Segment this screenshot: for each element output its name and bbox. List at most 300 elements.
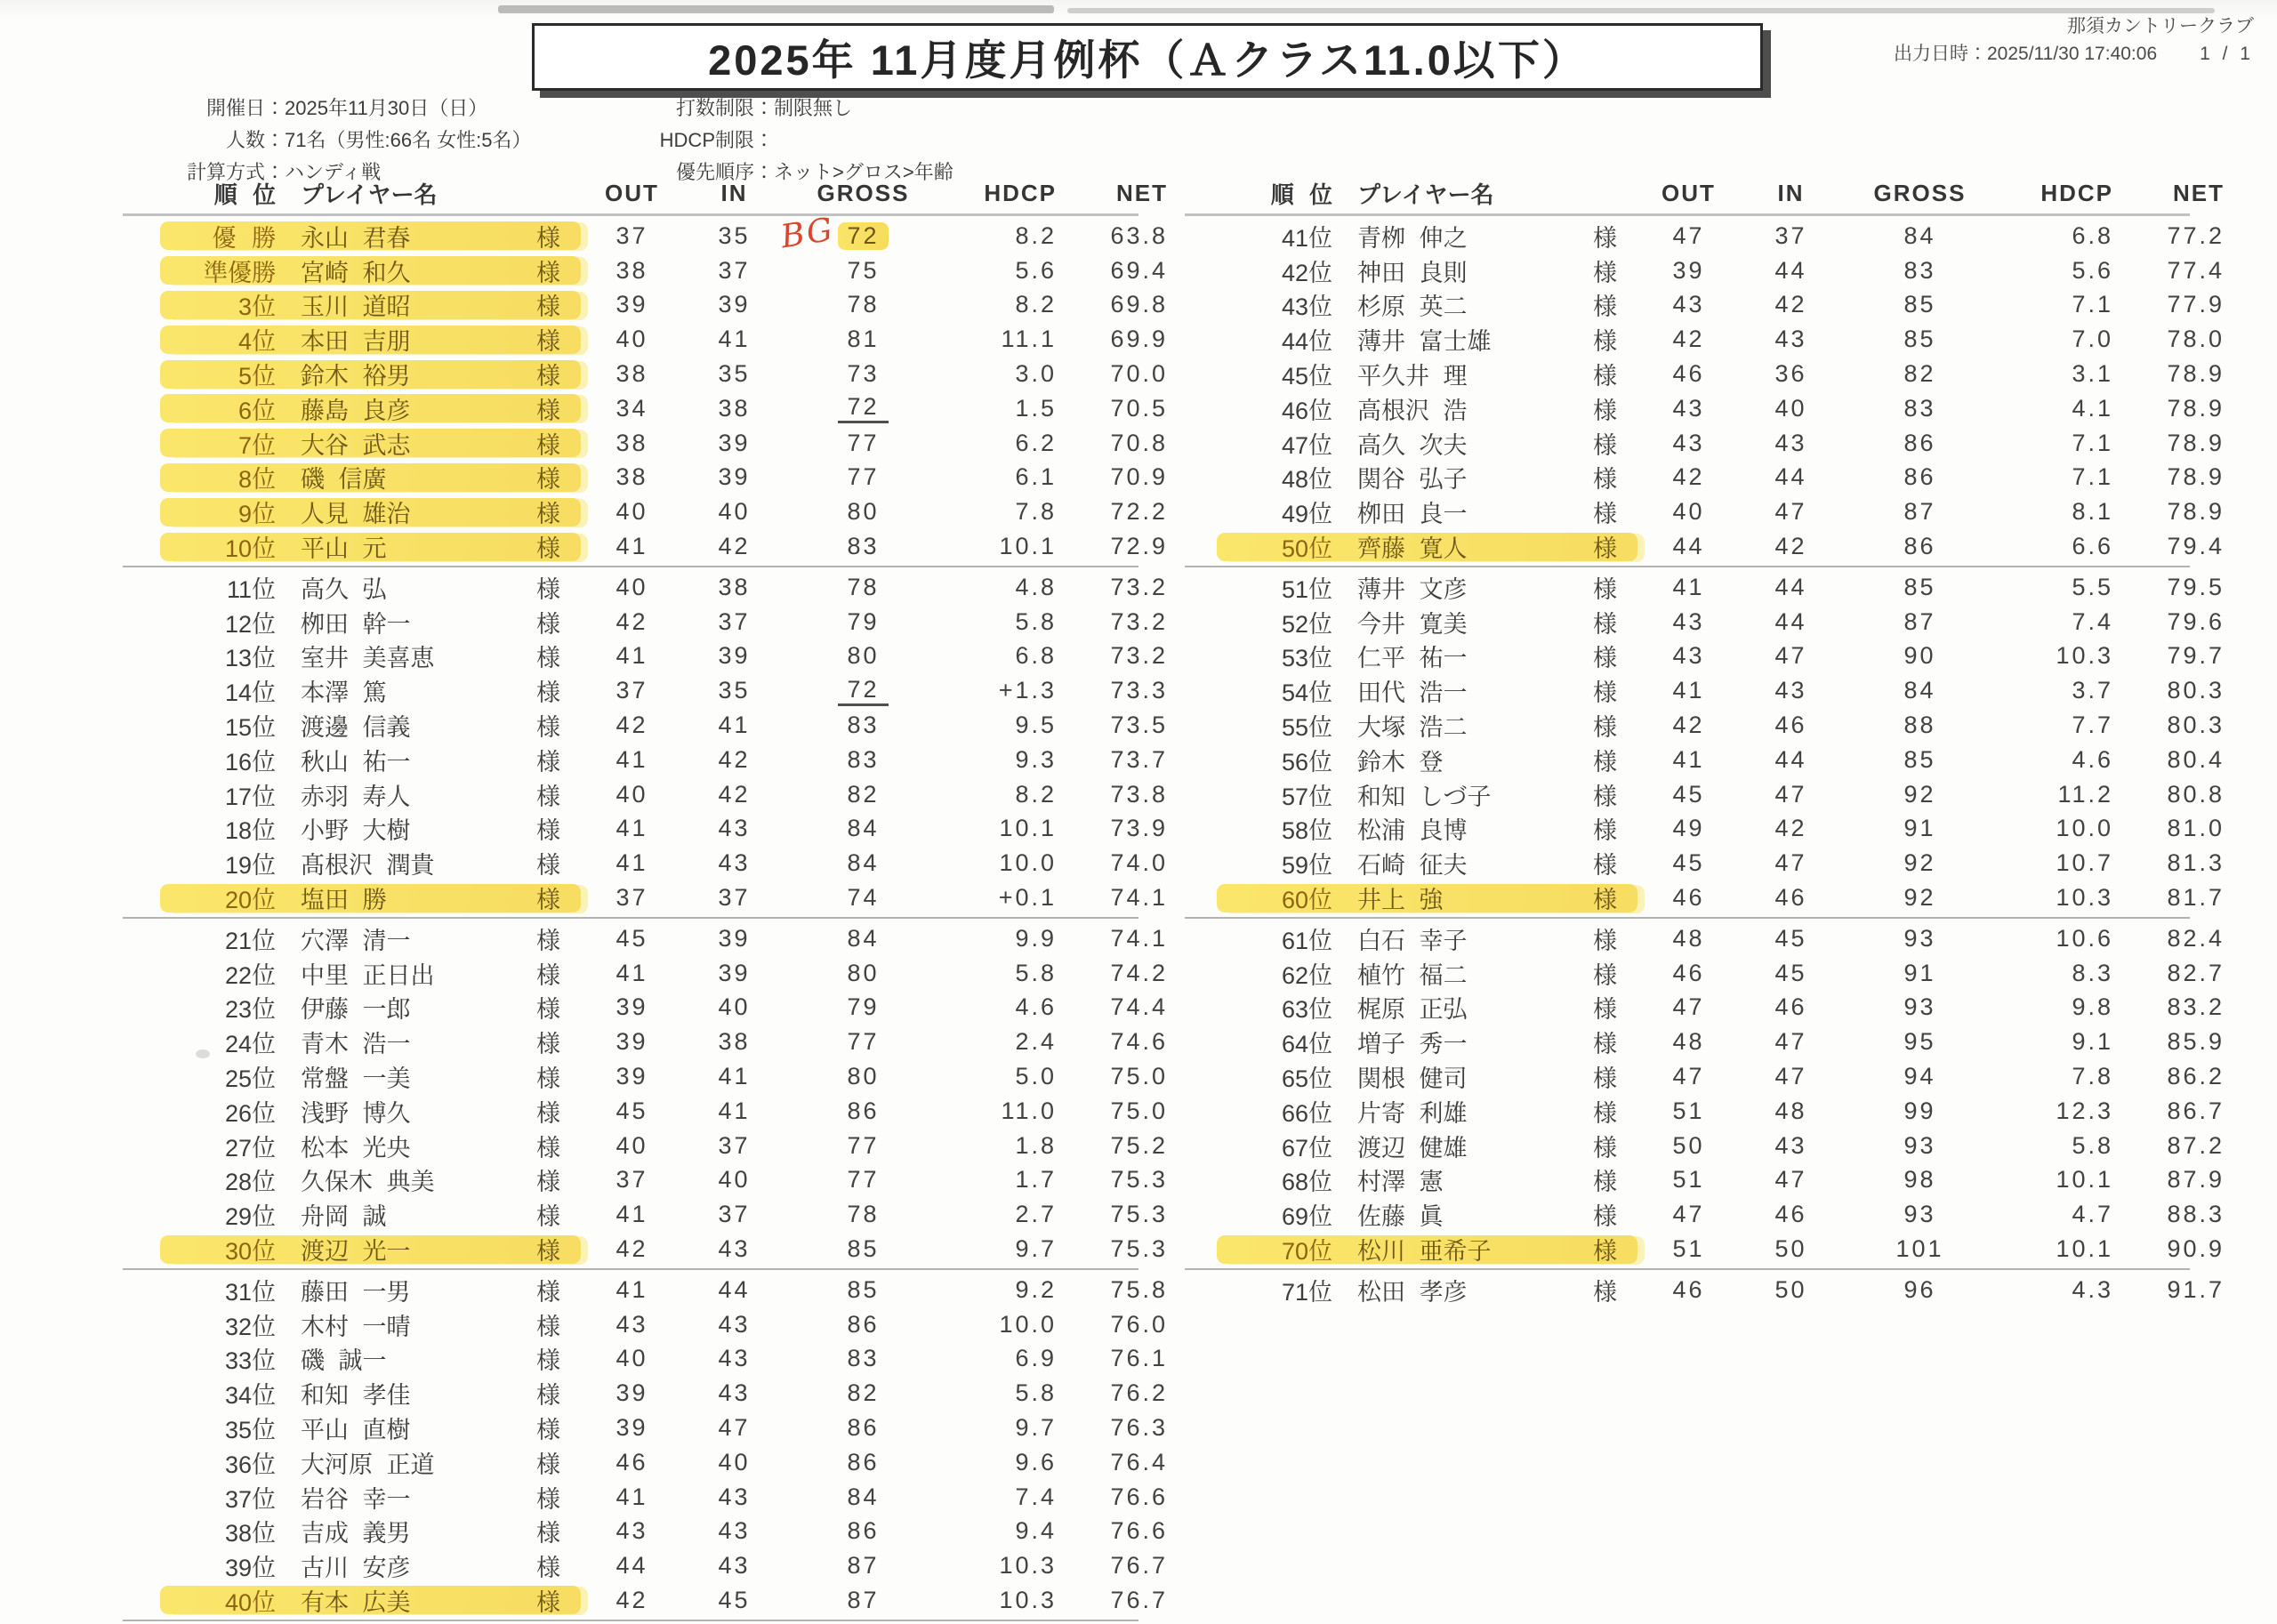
- honorific-cell: 様: [1593, 1203, 1617, 1231]
- out-score-cell: 41: [616, 745, 648, 773]
- out-score-cell: 43: [616, 1517, 648, 1545]
- net-score-cell: 81.0: [2167, 815, 2225, 842]
- hdcp-cell: 5.0: [1015, 1063, 1057, 1090]
- gross-score-cell: [785, 1379, 941, 1407]
- hdcp-cell: 12.3: [2056, 1097, 2113, 1124]
- gross-score-cell: [1842, 430, 1998, 457]
- net-score-cell: 87.9: [2167, 1166, 2225, 1194]
- in-score-cell: 47: [1774, 1063, 1807, 1090]
- rank-cell: 70位: [1281, 1238, 1332, 1265]
- hdcp-cell: 4.8: [1015, 573, 1057, 600]
- honorific-cell: 様: [536, 293, 560, 321]
- highlighted-player-cells: [160, 394, 581, 422]
- player-cells: [160, 1448, 581, 1476]
- in-score-cell: 43: [718, 1345, 751, 1372]
- in-score-cell: 35: [718, 221, 751, 249]
- net-score-cell: 73.8: [1110, 780, 1168, 808]
- honorific-cell: 様: [1593, 1031, 1617, 1058]
- out-score-cell: 43: [1672, 429, 1705, 456]
- player-cells: [160, 745, 581, 774]
- honorific-cell: 様: [536, 748, 560, 776]
- hdcp-cell: 6.2: [1015, 429, 1057, 456]
- player-name-cell: 白石 幸子: [1357, 927, 1468, 954]
- rank-cell: 32位: [224, 1313, 276, 1340]
- gross-score-cell: [1842, 1063, 1998, 1090]
- gross-value: 85: [1903, 326, 1936, 353]
- gross-value: 92: [1903, 849, 1936, 877]
- gross-value: 82: [847, 780, 880, 808]
- player-name-cell: 磯 誠一: [301, 1347, 387, 1375]
- out-score-cell: 51: [1672, 1166, 1705, 1194]
- gross-score-cell: [785, 1517, 941, 1545]
- rank-cell: 44位: [1281, 328, 1332, 356]
- table-row: [1217, 846, 2225, 880]
- player-name-cell: 高久 弘: [301, 575, 387, 603]
- gross-score-cell: [785, 960, 941, 987]
- net-score-cell: 78.9: [2167, 498, 2225, 526]
- rank-cell: 39位: [224, 1555, 276, 1582]
- net-score-cell: 81.7: [2167, 884, 2225, 912]
- table-row: [1217, 253, 2225, 288]
- in-score-cell: 43: [718, 1310, 751, 1338]
- gross-score-cell: [1842, 1276, 1998, 1304]
- rank-cell: 21位: [224, 927, 276, 954]
- net-score-cell: 88.3: [2167, 1201, 2225, 1228]
- player-cells: [1217, 1028, 1637, 1057]
- hdcp-cell: 8.3: [2072, 959, 2113, 986]
- player-name-cell: 伊藤 一郎: [301, 996, 411, 1024]
- highlighted-player-cells: [160, 291, 581, 319]
- out-score-cell: 47: [1672, 221, 1705, 249]
- gross-value: 72 BG: [838, 222, 888, 250]
- honorific-cell: 様: [1593, 1278, 1617, 1306]
- net-score-cell: 72.2: [1110, 498, 1168, 526]
- net-score-cell: 75.3: [1110, 1235, 1168, 1262]
- rank-cell: 8位: [237, 466, 276, 494]
- hdcp-cell: 8.2: [1015, 291, 1057, 318]
- net-score-cell: 76.0: [1110, 1310, 1168, 1338]
- in-score-cell: 43: [718, 1483, 751, 1510]
- in-score-cell: 46: [1774, 712, 1807, 739]
- rank-cell: 51位: [1281, 575, 1332, 603]
- table-row: [1217, 1129, 2225, 1163]
- net-score-cell: 90.9: [2167, 1235, 2225, 1262]
- out-score-cell: 34: [616, 394, 648, 422]
- player-name-cell: 髙根沢 潤貴: [301, 852, 435, 880]
- player-name-cell: 穴澤 清一: [301, 927, 411, 954]
- rank-cell: 36位: [224, 1451, 276, 1478]
- player-cells: [1217, 993, 1637, 1022]
- table-row: [160, 639, 1168, 674]
- player-name-cell: 人見 雄治: [301, 501, 411, 528]
- hdcp-cell: 10.3: [2056, 642, 2113, 670]
- hdcp-cell: 5.8: [1015, 607, 1057, 635]
- rank-cell: 65位: [1281, 1065, 1332, 1093]
- gross-value: 85: [1903, 573, 1936, 600]
- table-row: [1217, 639, 2225, 674]
- in-score-cell: 39: [718, 291, 751, 318]
- rank-cell: 34位: [224, 1382, 276, 1410]
- honorific-cell: 様: [1593, 1169, 1617, 1196]
- rank-cell: 33位: [224, 1347, 276, 1375]
- group-divider: [123, 1620, 1138, 1621]
- rank-cell: 11位: [226, 575, 276, 603]
- in-score-cell: 37: [718, 256, 751, 284]
- net-score-cell: 78.9: [2167, 463, 2225, 491]
- player-name-cell: 片寄 利雄: [1357, 1099, 1468, 1127]
- hdcp-cell: 9.7: [1015, 1235, 1057, 1262]
- honorific-cell: 様: [536, 363, 560, 390]
- gross-score-cell: [1842, 1201, 1998, 1228]
- rank-cell: 26位: [224, 1099, 276, 1127]
- in-score-cell: 38: [718, 394, 751, 422]
- net-score-cell: 75.3: [1110, 1166, 1168, 1194]
- highlighted-player-cells: [160, 256, 581, 285]
- player-name-cell: 吉成 義男: [301, 1520, 411, 1548]
- highlighted-player-cells: [1217, 1235, 1637, 1264]
- player-cells: [160, 642, 581, 671]
- table-row: [160, 253, 1168, 288]
- gross-score-cell: [778, 211, 941, 256]
- player-name-cell: 藤田 一男: [301, 1278, 411, 1306]
- rank-cell: 23位: [224, 996, 276, 1024]
- out-score-cell: 40: [616, 573, 648, 600]
- rank-cell: 6位: [237, 397, 276, 424]
- gross-score-cell: [785, 430, 941, 457]
- player-cells: [160, 607, 581, 636]
- gross-value: 78: [847, 573, 880, 600]
- table-row: [160, 1129, 1168, 1163]
- player-name-cell: 村澤 憲: [1357, 1169, 1444, 1196]
- out-score-cell: 47: [1672, 1063, 1705, 1090]
- net-score-cell: 82.7: [2167, 959, 2225, 986]
- table-row: [1217, 1094, 2225, 1129]
- player-cells: [1217, 745, 1637, 774]
- rank-cell: 18位: [224, 817, 276, 845]
- out-score-cell: 42: [1672, 463, 1705, 491]
- hdcp-cell: 4.1: [2072, 394, 2113, 422]
- out-score-cell: 46: [616, 1448, 648, 1475]
- group-divider: [123, 566, 1138, 567]
- honorific-cell: 様: [1593, 714, 1617, 742]
- in-score-cell: 43: [718, 849, 751, 877]
- player-cells: [1217, 815, 1637, 843]
- table-row: [160, 743, 1168, 777]
- gross-score-cell: [785, 849, 941, 877]
- table-row: [160, 288, 1168, 323]
- net-score-cell: 78.0: [2167, 326, 2225, 353]
- table-row: [160, 812, 1168, 847]
- net-score-cell: 73.2: [1110, 642, 1168, 670]
- hdcp-cell: 5.8: [1015, 1379, 1057, 1407]
- hdcp-cell: 11.0: [1001, 1097, 1057, 1124]
- net-score-cell: 70.9: [1110, 463, 1168, 491]
- net-score-cell: 80.3: [2167, 677, 2225, 704]
- honorific-cell: 様: [536, 817, 560, 845]
- table-row: [1217, 357, 2225, 391]
- rank-cell: 62位: [1281, 961, 1332, 989]
- hdcp-cell: 7.4: [2072, 607, 2113, 635]
- rank-cell: 22位: [224, 961, 276, 989]
- hdcp-cell: 4.6: [2072, 745, 2113, 773]
- gross-value: 84: [847, 924, 880, 952]
- player-cells: [1217, 959, 1637, 987]
- gross-score-cell: [1842, 533, 1998, 560]
- honorific-cell: 様: [1593, 927, 1617, 954]
- gross-score-cell: [1842, 395, 1998, 422]
- in-score-cell: 35: [718, 677, 751, 704]
- player-name-cell: 本澤 篤: [301, 679, 387, 707]
- highlighted-player-cells: [160, 360, 581, 389]
- player-cells: [160, 1028, 581, 1057]
- table-row: [160, 956, 1168, 991]
- in-score-cell: 35: [718, 360, 751, 388]
- gross-score-cell: [785, 1201, 941, 1228]
- player-name-cell: 栁田 幹一: [301, 610, 411, 638]
- gross-value: 79: [847, 607, 880, 635]
- player-cells: [160, 1275, 581, 1304]
- in-score-cell: 45: [1774, 924, 1807, 952]
- rank-cell: 17位: [224, 783, 276, 810]
- hdcp-cell: 2.4: [1015, 1028, 1057, 1056]
- out-score-cell: 47: [1672, 993, 1705, 1021]
- honorific-cell: 様: [536, 1099, 560, 1127]
- player-name-cell: 大河原 正道: [301, 1451, 435, 1478]
- hdcp-cell: 6.6: [2072, 533, 2113, 560]
- player-cells: [160, 712, 581, 740]
- honorific-cell: 様: [536, 1588, 560, 1616]
- out-score-cell: 37: [616, 884, 648, 912]
- rank-cell: 48位: [1281, 466, 1332, 494]
- player-name-cell: 塩田 勝: [301, 887, 387, 914]
- honorific-cell: 様: [1593, 1238, 1617, 1265]
- net-score-cell: 72.9: [1110, 533, 1168, 560]
- gross-score-cell: [1842, 291, 1998, 318]
- player-cells: [160, 1413, 581, 1442]
- in-score-cell: 47: [1774, 780, 1807, 808]
- in-score-cell: 47: [1774, 1166, 1807, 1194]
- net-column-header: NET: [1116, 179, 1168, 206]
- hdcp-cell: 7.8: [2072, 1063, 2113, 1090]
- out-score-cell: 39: [616, 1413, 648, 1441]
- in-score-cell: 43: [718, 1517, 751, 1545]
- gross-score-cell: [785, 815, 941, 842]
- net-score-cell: 87.2: [2167, 1131, 2225, 1159]
- out-score-cell: 38: [616, 256, 648, 284]
- player-cells: [1217, 429, 1637, 457]
- rank-cell: 27位: [224, 1134, 276, 1162]
- player-name-cell: 有本 広美: [301, 1588, 411, 1616]
- gross-value: 78: [847, 291, 880, 318]
- table-row: [160, 391, 1168, 426]
- table-row: [160, 529, 1168, 564]
- player-name-cell: 磯 信廣: [301, 466, 387, 494]
- table-row: [1217, 1273, 2225, 1307]
- player-cells: [1217, 1063, 1637, 1091]
- gross-score-cell: [785, 393, 941, 423]
- gross-value: 92: [1903, 884, 1936, 912]
- hdcp-cell: 10.1: [2056, 1235, 2113, 1262]
- table-row: [1217, 1059, 2225, 1094]
- honorific-cell: 様: [536, 645, 560, 672]
- honorific-cell: 様: [536, 1313, 560, 1340]
- hdcp-cell: 9.8: [2072, 993, 2113, 1021]
- in-score-cell: 40: [1774, 394, 1807, 422]
- highlighted-player-cells: [160, 1586, 581, 1614]
- table-row: [1217, 494, 2225, 529]
- out-score-cell: 45: [1672, 780, 1705, 808]
- net-score-cell: 83.2: [2167, 993, 2225, 1021]
- hdcp-cell: 5.8: [2072, 1131, 2113, 1159]
- honorific-cell: 様: [536, 1278, 560, 1306]
- player-name-cell: 植竹 福二: [1357, 961, 1468, 989]
- in-score-cell: 42: [1774, 533, 1807, 560]
- gross-value: 86: [847, 1413, 880, 1441]
- out-score-cell: 40: [616, 498, 648, 526]
- hdcp-cell: 1.8: [1015, 1131, 1057, 1159]
- rank-cell: 13位: [224, 645, 276, 672]
- player-name-cell: 松田 孝彦: [1357, 1278, 1468, 1306]
- rank-cell: 29位: [224, 1203, 276, 1231]
- info-value: ネット>グロス>年齢: [774, 161, 953, 183]
- rank-cell: 38位: [224, 1520, 276, 1548]
- rank-cell: 16位: [224, 748, 276, 776]
- rank-cell: 24位: [224, 1031, 276, 1058]
- gross-score-cell: [785, 1063, 941, 1090]
- player-cells: [1217, 849, 1637, 878]
- table-row: [1217, 426, 2225, 461]
- in-score-cell: 47: [1774, 498, 1807, 526]
- out-score-cell: 42: [1672, 326, 1705, 353]
- player-cells: [160, 573, 581, 601]
- honorific-cell: 様: [536, 224, 560, 252]
- rank-cell: 12位: [224, 610, 276, 638]
- gross-score-cell: [785, 1449, 941, 1476]
- net-score-cell: 79.7: [2167, 642, 2225, 670]
- gross-score-cell: [785, 1552, 941, 1580]
- net-score-cell: 76.3: [1110, 1413, 1168, 1441]
- print-meta: [1894, 12, 2254, 68]
- in-score-cell: 44: [1774, 607, 1807, 635]
- hdcp-cell: 4.3: [2072, 1275, 2113, 1303]
- player-name-cell: 増子 秀一: [1357, 1031, 1468, 1058]
- honorific-cell: 様: [1593, 293, 1617, 321]
- highlighted-player-cells: [1217, 533, 1637, 561]
- gross-value: 93: [1903, 1201, 1936, 1228]
- player-name-cell: 和知 孝佳: [301, 1382, 411, 1410]
- gross-value: 99: [1903, 1097, 1936, 1124]
- in-score-cell: 46: [1774, 884, 1807, 912]
- net-score-cell: 86.7: [2167, 1097, 2225, 1124]
- out-score-cell: 45: [616, 924, 648, 952]
- hdcp-cell: 10.1: [2056, 1166, 2113, 1194]
- gross-value: 87: [1903, 498, 1936, 526]
- table-row: [160, 1232, 1168, 1266]
- honorific-cell: 様: [536, 1134, 560, 1162]
- out-score-cell: 51: [1672, 1097, 1705, 1124]
- gross-value: 72: [838, 676, 888, 706]
- honorific-cell: 様: [536, 1555, 560, 1582]
- rank-cell: 47位: [1281, 431, 1332, 459]
- gross-score-cell: [1842, 222, 1998, 250]
- player-name-cell: 渡邊 信義: [301, 714, 411, 742]
- gross-value: 84: [1903, 677, 1936, 704]
- hdcp-cell: 7.1: [2072, 291, 2113, 318]
- info-label: 計算方式：: [186, 161, 285, 183]
- gross-score-cell: [785, 1166, 941, 1194]
- in-score-cell: 48: [1774, 1097, 1807, 1124]
- net-score-cell: 63.8: [1110, 221, 1168, 249]
- net-score-cell: 73.3: [1110, 677, 1168, 704]
- rank-cell: 50位: [1281, 535, 1332, 563]
- table-row: [160, 1163, 1168, 1198]
- player-name-cell: 玉川 道昭: [301, 293, 411, 321]
- net-score-cell: 74.4: [1110, 993, 1168, 1021]
- gross-score-cell: [785, 925, 941, 953]
- player-name-cell: 鈴木 裕男: [301, 363, 411, 390]
- in-score-cell: 45: [718, 1586, 751, 1613]
- in-score-cell: 38: [718, 1028, 751, 1056]
- gross-score-cell: [785, 1028, 941, 1056]
- gross-value: 77: [847, 429, 880, 456]
- table-row: [160, 1548, 1168, 1583]
- player-cells: [160, 1063, 581, 1091]
- rank-cell: 53位: [1281, 645, 1332, 672]
- gross-value: 86: [847, 1097, 880, 1124]
- player-cells: [1217, 360, 1637, 389]
- gross-value: 77: [847, 1131, 880, 1159]
- table-row: [160, 1059, 1168, 1094]
- net-score-cell: 91.7: [2167, 1275, 2225, 1303]
- player-name-cell: 藤島 良彦: [301, 397, 411, 424]
- honorific-cell: 様: [536, 1031, 560, 1058]
- player-name-cell: 仁平 祐一: [1357, 645, 1468, 672]
- table-row: [160, 426, 1168, 461]
- gross-score-cell: [785, 1587, 941, 1614]
- in-score-cell: 47: [1774, 849, 1807, 877]
- player-cells: [1217, 924, 1637, 953]
- hdcp-column-header: HDCP: [984, 179, 1057, 206]
- player-cells: [1217, 221, 1637, 250]
- out-score-cell: 39: [616, 1379, 648, 1407]
- hdcp-cell: +0.1: [998, 884, 1057, 912]
- out-score-cell: 41: [616, 849, 648, 877]
- gross-score-cell: [1842, 463, 1998, 491]
- in-score-cell: 43: [718, 1235, 751, 1262]
- hdcp-cell: 5.6: [2072, 256, 2113, 284]
- player-cells: [160, 1345, 581, 1373]
- player-cells: [160, 1379, 581, 1408]
- player-cells: [160, 815, 581, 843]
- player-name-cell: 和知 しづ子: [1357, 783, 1492, 810]
- player-cells: [160, 924, 581, 953]
- gross-score-cell: [785, 1483, 941, 1511]
- gross-value: 85: [1903, 291, 1936, 318]
- hdcp-cell: 9.3: [1015, 745, 1057, 773]
- net-score-cell: 79.4: [2167, 533, 2225, 560]
- info-label: HDCP制限：: [659, 129, 774, 151]
- rank-cell: 45位: [1281, 363, 1332, 390]
- rank-cell: 10位: [224, 535, 276, 563]
- gross-score-cell: [785, 498, 941, 526]
- rank-cell: 71位: [1281, 1278, 1332, 1306]
- rank-cell: 40位: [224, 1588, 276, 1616]
- gross-value: 77: [847, 463, 880, 491]
- right-results-table: [1217, 174, 2225, 1307]
- net-score-cell: 80.3: [2167, 712, 2225, 739]
- rank-cell: 58位: [1281, 817, 1332, 845]
- table-row: [160, 1514, 1168, 1548]
